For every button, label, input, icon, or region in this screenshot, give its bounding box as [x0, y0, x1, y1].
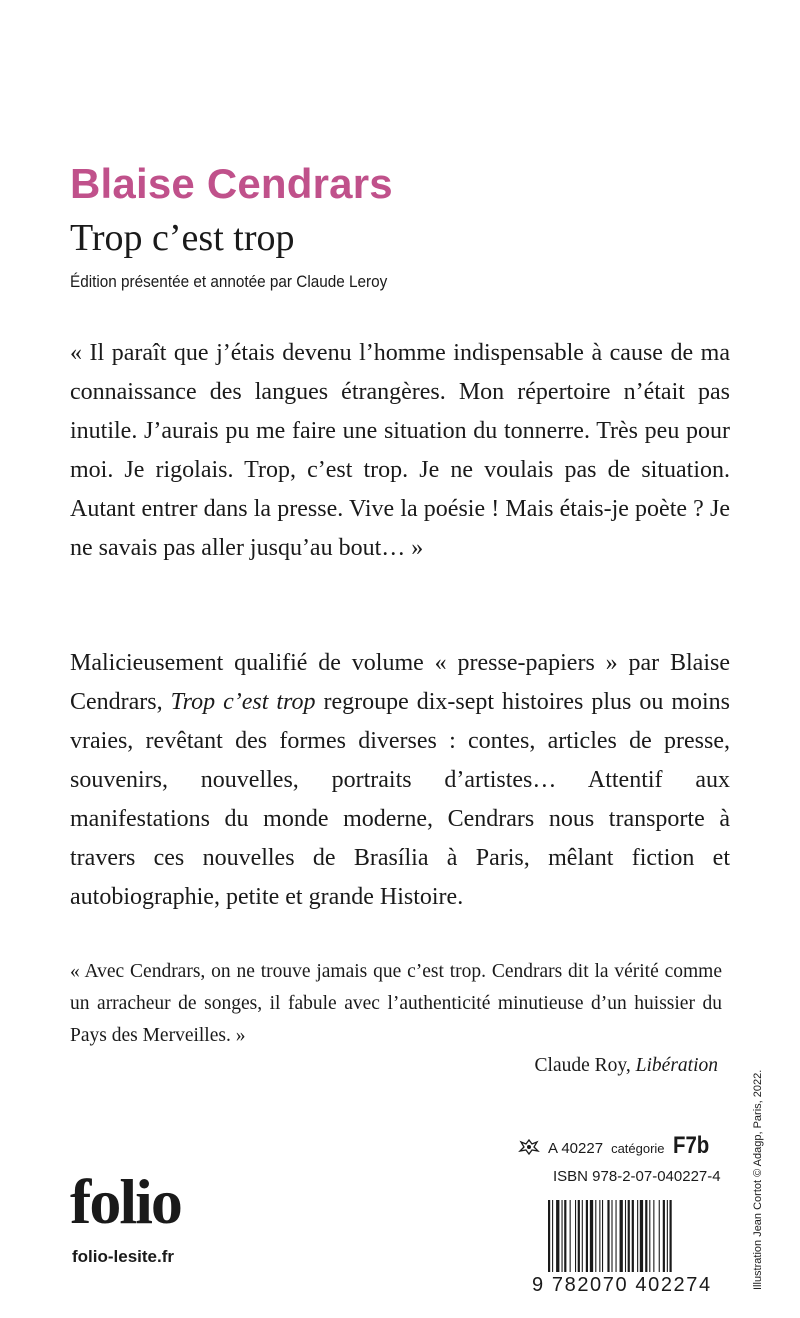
barcode-bar: [582, 1200, 583, 1272]
barcode-bar: [628, 1200, 630, 1272]
gallimard-ornament-icon: [518, 1138, 540, 1156]
author-name: Blaise Cendrars: [70, 160, 393, 207]
barcode-bar: [578, 1200, 580, 1272]
barcode-bar: [570, 1200, 571, 1272]
barcode-bar: [659, 1200, 660, 1272]
description-part-1: Malicieusement qualifié de volume « presse-papiers » par Blaise Cendrars,: [70, 650, 730, 715]
book-description: [70, 644, 730, 917]
barcode-bar: [595, 1200, 596, 1272]
barcode-bar: [611, 1200, 612, 1272]
barcode-digits: 9 782070 402274: [532, 1274, 712, 1296]
barcode-bar: [649, 1200, 650, 1272]
book-title: Trop c’est trop: [70, 217, 295, 259]
barcode-bar: [556, 1200, 559, 1272]
edition-note: Édition présentée et annotée par Claude Leroy: [70, 272, 388, 291]
description-part-2: regroupe dix-sept histoires plus ou moins vraies, revêtant des formes diverses : contes, articles de presse, souvenirs, nouvelles, portraits d’artistes… Attentif aux manifestations du monde moderne, Cendrars nous transporte à travers ces nouvelles de Brasília à Paris, mêlant fiction et autobiographie, petite et grande Histoire.: [70, 689, 730, 910]
barcode-bar: [607, 1200, 609, 1272]
barcode-bar: [620, 1200, 623, 1272]
barcode-bar: [653, 1200, 654, 1272]
catalog-row: [518, 1132, 715, 1160]
review-attribution: [535, 1050, 718, 1082]
barcode-bar: [667, 1200, 668, 1272]
barcode-bar: [640, 1200, 643, 1272]
barcode-bar: [663, 1200, 665, 1272]
category-label: catégorie: [611, 1141, 665, 1156]
isbn: ISBN 978-2-07-040227-4: [553, 1168, 721, 1185]
barcode-bar: [562, 1200, 563, 1272]
barcode-bar: [645, 1200, 647, 1272]
barcode-bar: [632, 1200, 634, 1272]
press-review: « Avec Cendrars, on ne trouve jamais que c’est trop. Cendrars dit la vérité comme un arracheur de songes, il fabule avec l’authenticité minutieuse d’un huissier du Pays des Merveilles. »: [70, 961, 722, 1046]
barcode-bar: [564, 1200, 566, 1272]
barcode-bar: [602, 1200, 603, 1272]
catalog-number: A 40227: [548, 1140, 604, 1157]
barcode-bar: [590, 1200, 593, 1272]
barcode-bar: [670, 1200, 672, 1272]
barcode-bar: [625, 1200, 626, 1272]
barcode-bar: [575, 1200, 576, 1272]
category-code: F7b: [672, 1132, 709, 1159]
barcode-bar: [599, 1200, 600, 1272]
publisher-website[interactable]: folio-lesite.fr: [72, 1247, 175, 1266]
barcode-bar: [552, 1200, 553, 1272]
barcode-bar: [548, 1200, 550, 1272]
review-source: Libération: [635, 1055, 718, 1076]
barcode-bar: [616, 1200, 617, 1272]
description-book-title: Trop c’est trop: [170, 689, 316, 715]
review-author: Claude Roy,: [534, 1055, 636, 1076]
barcode-bar: [637, 1200, 638, 1272]
barcode-bar: [586, 1200, 588, 1272]
illustration-credit: Illustration Jean Cortot © Adagp, Paris, 2022.: [752, 1069, 764, 1290]
excerpt-quote: « Il paraît que j’étais devenu l’homme indispensable à cause de ma connaissance des langues étrangères. Mon répertoire n’était pas inutile. J’aurais pu me faire une situation du tonnerre. Très peu pour moi. Je rigolais. Trop, c’est trop. Je ne voulais pas de situation. Autant entrer dans la presse. Vive la poésie ! Mais étais-je poète ? Je ne savais pas aller jusqu’au bout… »: [70, 340, 730, 561]
publisher-logo: folio: [70, 1166, 181, 1237]
